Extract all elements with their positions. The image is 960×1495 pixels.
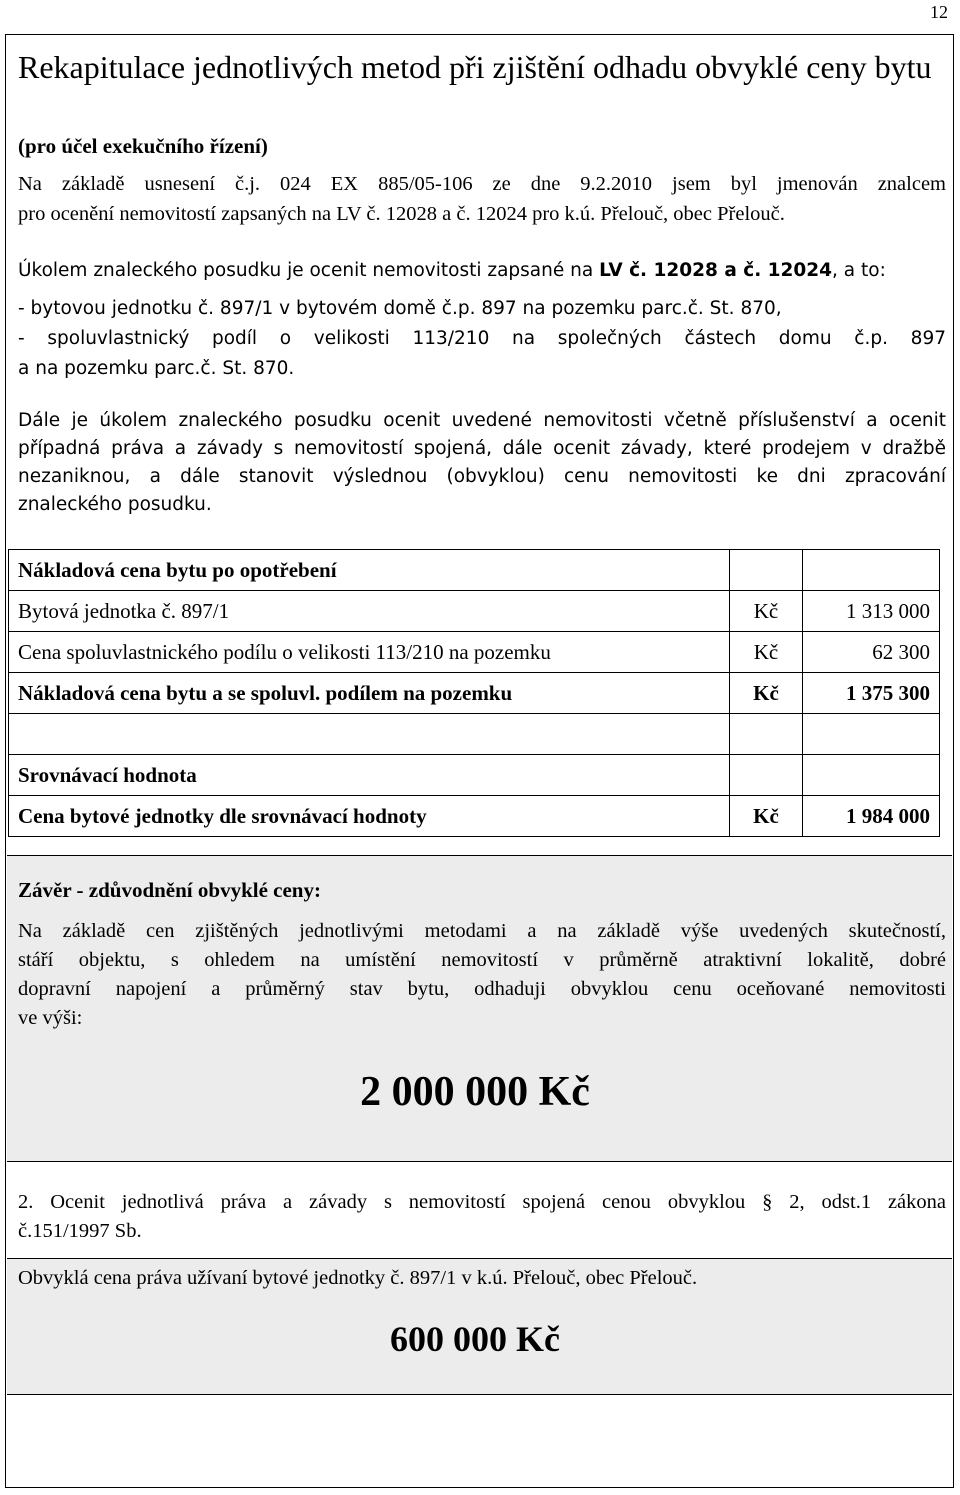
intro-line-1: Na základě usnesení č.j. 024 EX 885/05-106 ze dne 9.2.2010 jsem byl jmenován znalcem	[18, 173, 946, 195]
page-number: 12	[930, 2, 948, 22]
further-line-3: nezaniknou, a dále stanovit výslednou (obvyklou) cenu nemovitosti ke dni zpracování	[18, 466, 946, 487]
page-title: Rekapitulace jednotlivých metod při zjištění odhadu obvyklé ceny bytu	[18, 49, 932, 85]
conclusion-line-1: Na základě cen zjištěných jednotlivými metodami a na základě výše uvedených skutečností,	[18, 920, 946, 942]
conclusion-line-3: dopravní napojení a průměrný stav bytu, odhaduji obvyklou cenu oceňované nemovitosti	[18, 978, 946, 1000]
task-paragraph	[18, 260, 946, 281]
row-value: 1 984 000	[803, 796, 940, 837]
intro-line-2: pro ocenění nemovitostí zapsaných na LV č. 12028 a č. 12024 pro k.ú. Přelouč, obec Přelouč.	[18, 203, 785, 225]
empty-cell	[803, 755, 940, 796]
table-row	[9, 755, 940, 796]
empty-cell	[803, 550, 940, 591]
table-row	[9, 632, 940, 673]
table-row	[9, 796, 940, 837]
further-line-4: znaleckého posudku.	[18, 494, 212, 515]
task-item-2-line-1: - spoluvlastnický podíl o velikosti 113/210 na společných částech domu č.p. 897	[18, 328, 946, 349]
row-label: Cena spoluvlastnického podílu o velikosti 113/210 na pozemku	[9, 632, 730, 673]
empty-cell	[730, 714, 803, 755]
task-suffix: , a to:	[832, 260, 886, 281]
row-label: Nákladová cena bytu a se spoluvl. podílem na pozemku	[9, 673, 730, 714]
row-unit: Kč	[730, 632, 803, 673]
row-unit: Kč	[730, 673, 803, 714]
page-subtitle: (pro účel exekučního řízení)	[18, 134, 268, 158]
cost-table	[8, 549, 940, 837]
rights-text: Obvyklá cena práva užívaní bytové jednotky č. 897/1 v k.ú. Přelouč, obec Přelouč.	[18, 1267, 698, 1289]
section2-line-2: č.151/1997 Sb.	[18, 1220, 142, 1242]
task-item-1: - bytovou jednotku č. 897/1 v bytovém domě č.p. 897 na pozemku parc.č. St. 870,	[18, 298, 782, 319]
conclusion-heading: Závěr - zdůvodnění obvyklé ceny:	[18, 878, 321, 902]
empty-cell	[730, 550, 803, 591]
row-label: Bytová jednotka č. 897/1	[9, 591, 730, 632]
row-value: 1 375 300	[803, 673, 940, 714]
conclusion-amount: 2 000 000 Kč	[360, 1069, 590, 1115]
row-unit: Kč	[730, 796, 803, 837]
comparison-table-header: Srovnávací hodnota	[9, 755, 730, 796]
task-prefix: Úkolem znaleckého posudku je ocenit nemovitosti zapsané na	[18, 260, 600, 281]
table-row	[9, 714, 940, 755]
empty-cell	[9, 714, 730, 755]
empty-cell	[730, 755, 803, 796]
further-line-2: případná práva a závady s nemovitostí spojená, dále ocenit závady, které prodejem v dražbě	[18, 438, 946, 459]
row-unit: Kč	[730, 591, 803, 632]
table-row	[9, 550, 940, 591]
conclusion-line-4: ve výši:	[18, 1007, 83, 1029]
row-value: 1 313 000	[803, 591, 940, 632]
task-lv-numbers: LV č. 12028 a č. 12024	[599, 260, 833, 281]
cost-table-header: Nákladová cena bytu po opotřebení	[9, 550, 730, 591]
row-value: 62 300	[803, 632, 940, 673]
row-label: Cena bytové jednotky dle srovnávací hodnoty	[9, 796, 730, 837]
further-line-1: Dále je úkolem znaleckého posudku ocenit uvedené nemovitosti včetně příslušenství a ocenit	[18, 410, 946, 431]
conclusion-line-2: stáří objektu, s ohledem na umístění nemovitostí v průměrně atraktivní lokalitě, dobré	[18, 949, 946, 971]
task-item-2-line-2: a na pozemku parc.č. St. 870.	[18, 358, 295, 379]
section2-line-1: 2. Ocenit jednotlivá práva a závady s nemovitostí spojená cenou obvyklou § 2, odst.1 zákona	[18, 1191, 946, 1213]
empty-cell	[803, 714, 940, 755]
rights-amount: 600 000 Kč	[390, 1319, 560, 1359]
table-row	[9, 591, 940, 632]
table-row	[9, 673, 940, 714]
